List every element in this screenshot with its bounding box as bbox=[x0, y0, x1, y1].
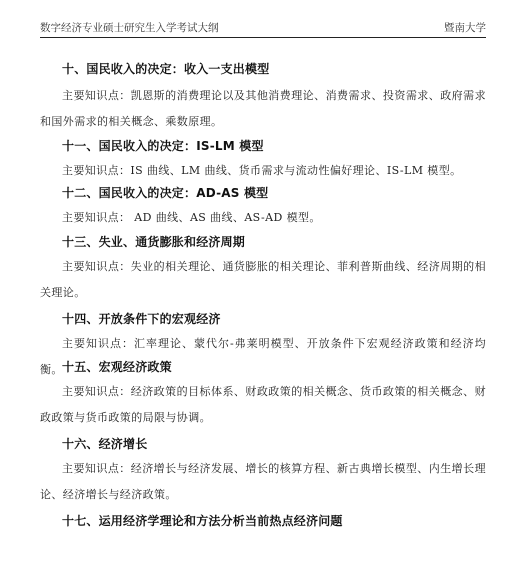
header-university-name: 暨南大学 bbox=[444, 22, 486, 34]
section-title: 十一、国民收入的决定：IS-LM 模型 bbox=[62, 139, 264, 153]
section-10 bbox=[40, 60, 486, 135]
section-title: 十二、国民收入的决定：AD-AS 模型 bbox=[62, 186, 269, 200]
section-title: 十六、经济增长 bbox=[62, 437, 148, 451]
section-16 bbox=[40, 435, 486, 508]
section-17 bbox=[40, 512, 486, 529]
section-11 bbox=[40, 137, 486, 184]
section-title: 十、国民收入的决定：收入一支出模型 bbox=[62, 62, 270, 76]
section-body: 主要知识点：失业的相关理论、通货膨胀的相关理论、菲利普斯曲线、经济周期的相关理论。 bbox=[40, 260, 486, 299]
section-body: 主要知识点：凯恩斯的消费理论以及其他消费理论、消费需求、投资需求、政府需求和国外需求的相关概念、乘数原理。 bbox=[40, 89, 486, 128]
section-body: 主要知识点：IS 曲线、LM 曲线、货币需求与流动性偏好理论、IS-LM 模型。 bbox=[62, 164, 462, 177]
section-body: 主要知识点：经济增长与经济发展、增长的核算方程、新古典增长模型、内生增长理论、经济增长与经济政策。 bbox=[40, 462, 486, 501]
section-title: 十七、运用经济学理论和方法分析当前热点经济问题 bbox=[62, 514, 343, 528]
section-body: 主要知识点：汇率理论、蒙代尔-弗莱明模型、开放条件下宏观经济政策和经济均衡。 bbox=[40, 337, 486, 376]
section-12 bbox=[40, 184, 486, 231]
section-body: 主要知识点： AD 曲线、AS 曲线、AS-AD 模型。 bbox=[62, 211, 321, 224]
section-body: 主要知识点：经济政策的目标体系、财政政策的相关概念、货币政策的相关概念、财政政策与货币政策的局限与协调。 bbox=[40, 385, 486, 424]
section-13 bbox=[40, 233, 486, 306]
header-document-title: 数字经济专业硕士研究生入学考试大纲 bbox=[40, 22, 219, 34]
section-title: 十五、宏观经济政策 bbox=[62, 360, 172, 374]
section-title: 十四、开放条件下的宏观经济 bbox=[62, 312, 221, 326]
page-header bbox=[40, 16, 486, 38]
section-title: 十三、失业、通货膨胀和经济周期 bbox=[62, 235, 246, 249]
section-15 bbox=[40, 358, 486, 431]
